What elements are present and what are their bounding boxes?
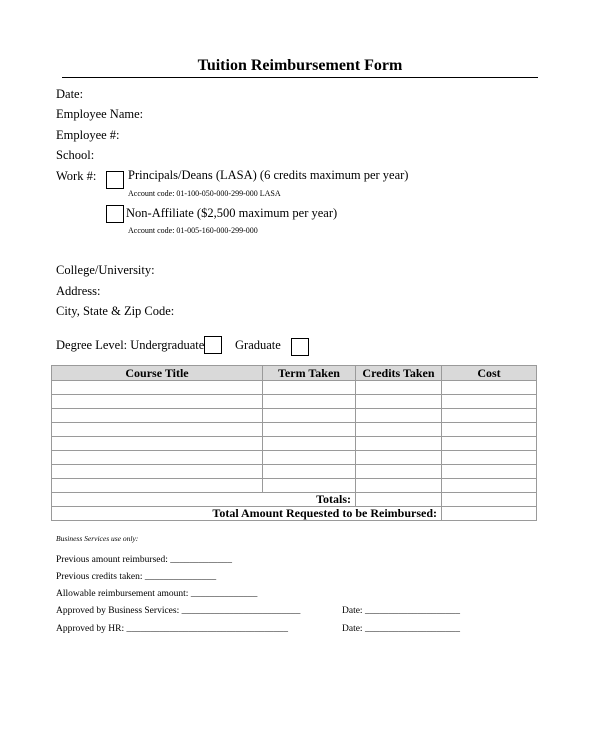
undergraduate-checkbox[interactable] — [204, 336, 222, 354]
total-requested-label: Total Amount Requested to be Reimbursed: — [52, 507, 442, 521]
allowable-label: Allowable reimbursement amount: — [56, 589, 189, 599]
allowable-row — [56, 589, 257, 599]
date-approved-business-line[interactable]: ____________________ — [364, 606, 460, 616]
cost-cell[interactable] — [442, 395, 537, 409]
credits-taken-cell[interactable] — [356, 437, 442, 451]
table-row — [52, 479, 537, 493]
table-row — [52, 395, 537, 409]
cost-cell[interactable] — [442, 409, 537, 423]
course-title-cell[interactable] — [52, 423, 263, 437]
previous-credits-label: Previous credits taken: — [56, 572, 143, 582]
course-title-cell[interactable] — [52, 451, 263, 465]
previous-amount-row — [56, 555, 232, 565]
employee-number-label: Employee #: — [56, 128, 120, 142]
term-taken-cell[interactable] — [263, 479, 356, 493]
cost-total-cell[interactable] — [442, 493, 537, 507]
credits-taken-cell[interactable] — [356, 423, 442, 437]
totals-label: Totals: — [52, 493, 356, 507]
total-requested-cell[interactable] — [442, 507, 537, 521]
college-label: College/University: — [56, 263, 155, 277]
credits-taken-cell[interactable] — [356, 465, 442, 479]
term-taken-cell[interactable] — [263, 423, 356, 437]
graduate-checkbox[interactable] — [291, 338, 309, 356]
table-row — [52, 465, 537, 479]
table-row — [52, 451, 537, 465]
cost-header: Cost — [442, 366, 537, 381]
term-taken-cell[interactable] — [263, 395, 356, 409]
business-services-note: Business Services use only: — [56, 534, 139, 543]
credits-taken-cell[interactable] — [356, 479, 442, 493]
table-row — [52, 437, 537, 451]
credits-taken-cell[interactable] — [356, 381, 442, 395]
approved-hr-label: Approved by HR: — [56, 624, 125, 634]
cost-cell[interactable] — [442, 437, 537, 451]
cost-cell[interactable] — [442, 423, 537, 437]
total-requested-row — [52, 507, 537, 521]
school-label: School: — [56, 148, 95, 162]
non-affiliate-checkbox[interactable] — [106, 205, 124, 223]
cost-cell[interactable] — [442, 451, 537, 465]
allowable-line[interactable]: ______________ — [190, 589, 258, 599]
date-approved-business-label: Date: — [342, 606, 363, 616]
previous-amount-label: Previous amount reimbursed: — [56, 555, 168, 565]
employee-name-label: Employee Name: — [56, 107, 144, 121]
cost-cell[interactable] — [442, 465, 537, 479]
principals-checkbox[interactable] — [106, 171, 124, 189]
address-label: Address: — [56, 284, 101, 298]
city-state-zip-label: City, State & Zip Code: — [56, 304, 175, 318]
term-taken-header: Term Taken — [263, 366, 356, 381]
approved-business-row — [56, 606, 300, 616]
title-divider — [62, 77, 538, 78]
totals-row — [52, 493, 537, 507]
date-label: Date: — [56, 87, 84, 101]
previous-amount-line[interactable]: _____________ — [170, 555, 232, 565]
work-number-label: Work #: — [56, 169, 97, 183]
non-affiliate-option-label: Non-Affiliate ($2,500 maximum per year) — [126, 206, 338, 220]
course-title-cell[interactable] — [52, 409, 263, 423]
credits-total-cell[interactable] — [356, 493, 442, 507]
term-taken-cell[interactable] — [263, 409, 356, 423]
date-approved-hr-row — [342, 624, 460, 634]
course-title-cell[interactable] — [52, 437, 263, 451]
previous-credits-row — [56, 572, 216, 582]
course-title-cell[interactable] — [52, 465, 263, 479]
term-taken-cell[interactable] — [263, 451, 356, 465]
course-title-cell[interactable] — [52, 381, 263, 395]
table-row — [52, 409, 537, 423]
principals-account-code: Account code: 01-100-050-000-299-000 LASA — [128, 189, 281, 198]
non-affiliate-account-code: Account code: 01-005-160-000-299-000 — [128, 226, 258, 235]
previous-credits-line[interactable]: _______________ — [144, 572, 217, 582]
approved-business-line[interactable]: _________________________ — [181, 606, 301, 616]
date-approved-hr-label: Date: — [342, 624, 363, 634]
approved-hr-row — [56, 624, 288, 634]
principals-option-label: Principals/Deans (LASA) (6 credits maximum per year) — [128, 168, 409, 182]
course-table — [51, 365, 537, 521]
date-approved-hr-line[interactable]: ____________________ — [364, 624, 460, 634]
graduate-label: Graduate — [235, 338, 281, 352]
degree-level-label: Degree Level: Undergraduate — [56, 338, 205, 352]
table-row — [52, 423, 537, 437]
term-taken-cell[interactable] — [263, 437, 356, 451]
credits-taken-header: Credits Taken — [356, 366, 442, 381]
cost-cell[interactable] — [442, 381, 537, 395]
course-title-cell[interactable] — [52, 479, 263, 493]
term-taken-cell[interactable] — [263, 465, 356, 479]
form-title: Tuition Reimbursement Form — [197, 57, 403, 74]
credits-taken-cell[interactable] — [356, 395, 442, 409]
approved-hr-line[interactable]: __________________________________ — [126, 624, 288, 634]
course-title-cell[interactable] — [52, 395, 263, 409]
credits-taken-cell[interactable] — [356, 451, 442, 465]
table-header-row — [52, 366, 537, 381]
cost-cell[interactable] — [442, 479, 537, 493]
date-approved-business-row — [342, 606, 460, 616]
term-taken-cell[interactable] — [263, 381, 356, 395]
credits-taken-cell[interactable] — [356, 409, 442, 423]
table-row — [52, 381, 537, 395]
course-title-header: Course Title — [52, 366, 263, 381]
approved-business-label: Approved by Business Services: — [56, 606, 180, 616]
